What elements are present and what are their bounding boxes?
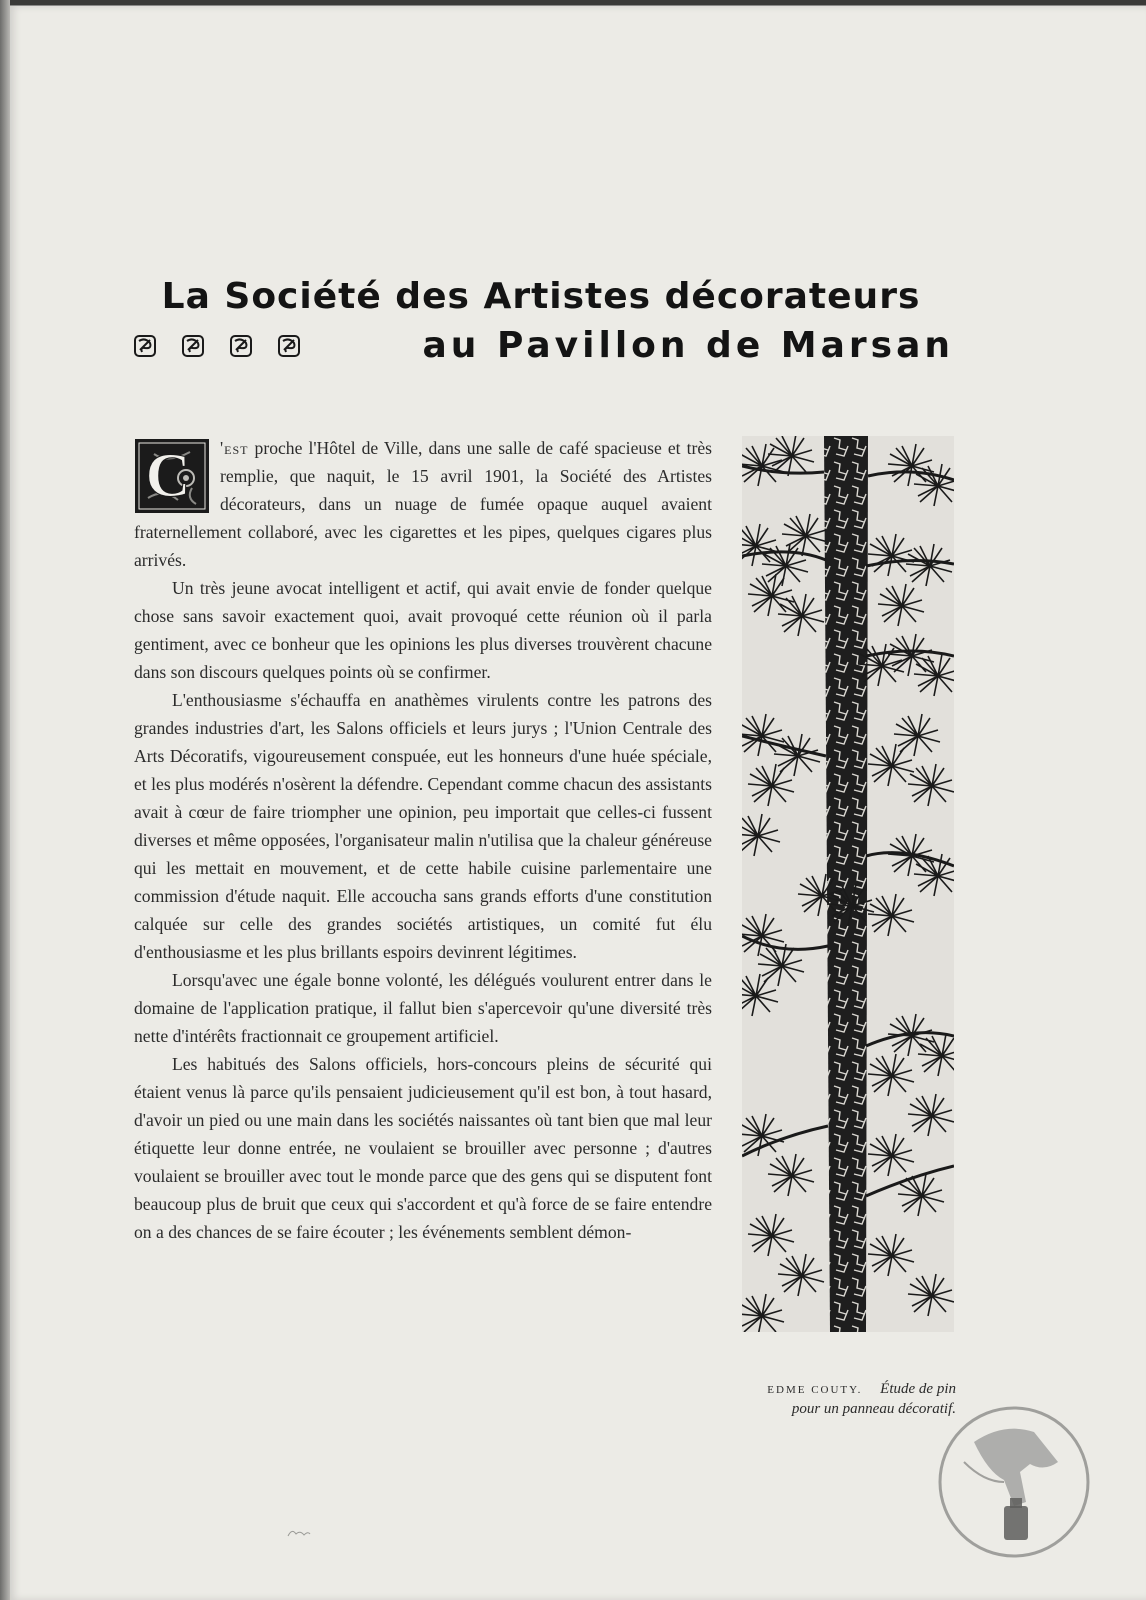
article-title <box>128 276 954 366</box>
pencil-mark-icon <box>286 1526 312 1540</box>
title-line-2-row <box>128 325 954 366</box>
first-paragraph-text: proche l'Hôtel de Ville, dans une salle de café spacieuse et très remplie, que naquit, le 15 avril 1901, la Société des Artistes décorateurs, dans un nuage de fumée opaque auquel avaient fraternellement collaboré, avec les cigarettes et les pipes, quelques cigares plus arrivés. <box>134 438 712 570</box>
title-ornaments <box>134 335 300 357</box>
caption-author: EDME COUTY. <box>767 1384 863 1396</box>
first-word: 'est <box>220 438 249 458</box>
title-line-1: La Société des Artistes décorateurs <box>161 276 921 317</box>
hand-holding-ink-bottle-stamp-icon <box>934 1402 1094 1562</box>
square-knot-ornament-icon <box>278 335 300 357</box>
square-knot-ornament-icon <box>230 335 252 357</box>
dropcap-letter: C <box>145 442 191 510</box>
caption-title: Étude de pin pour un panneau décoratif. <box>791 1381 956 1417</box>
dropcap-letter-c-icon <box>134 438 210 514</box>
pine-tree-illustration-icon <box>742 436 954 1332</box>
article-body <box>134 434 712 1246</box>
figure-image <box>742 436 954 1332</box>
square-knot-ornament-icon <box>134 335 156 357</box>
figure-caption <box>742 1380 956 1419</box>
square-knot-ornament-icon <box>182 335 204 357</box>
article-paragraph <box>134 434 712 574</box>
article-paragraph: Un très jeune avocat intelligent et actif, qui avait envie de fonder quelque chose sans savoir exactement quoi, avait provoqué cette réunion où il parla gentiment, avec ce bonheur que les opinions les plus diverses trouvèrent chacune dans son discours quelques points où se confirmer. <box>134 578 712 682</box>
article-paragraph: Lorsqu'avec une égale bonne volonté, les délégués voulurent entrer dans le domaine de l'application pratique, il fallut bien s'apercevoir qu'une diversité très nette d'intérêts fractionnait ce groupement artificiel. <box>134 970 712 1046</box>
title-line-2: au Pavillon de Marsan <box>422 325 954 366</box>
article-paragraph: Les habitués des Salons officiels, hors-concours pleins de sécurité qui étaient venus là parce qu'ils pensaient judicieusement qu'il est bon, à tout hasard, d'avoir un pied ou une main dans les sociétés naissantes où tant bien que mal leur étiquette leur donne entrée, ne voulaient se brouiller avec personne ; d'autres voulaient se brouiller avec tout le monde parce que des gens qui se disputent font beaucoup plus de bruit que ceux qui s'accordent et qu'à force de se faire entendre on a des chances de se faire écouter ; les événements semblent démon- <box>134 1054 712 1242</box>
page-binding-edge <box>0 0 10 1600</box>
page-top-edge <box>0 0 1146 5</box>
article-paragraph: L'enthousiasme s'échauffa en anathèmes virulents contre les patrons des grandes industries d'art, les Salons officiels et leurs jurys ; l'Union Centrale des Arts Décoratifs, vigoureusement conspuée, eut les honneurs d'une huée spéciale, et les plus modérés n'osèrent la défendre. Cependant comme chacun des assistants avait à cœur de faire triompher une opinion, peu importait que celles-ci fussent diverses et même opposées, l'organisateur malin n'utilisa que la chaleur généreuse qui les mettait en mouvement, et de cette habile cuisine parlementaire une commission d'étude naquit. Elle accoucha sans grands efforts d'une constitution calquée sur celle des grandes sociétés artistiques, un comité fut élu d'enthousiasme et les plus brillants espoirs devinrent légitimes. <box>134 690 712 962</box>
